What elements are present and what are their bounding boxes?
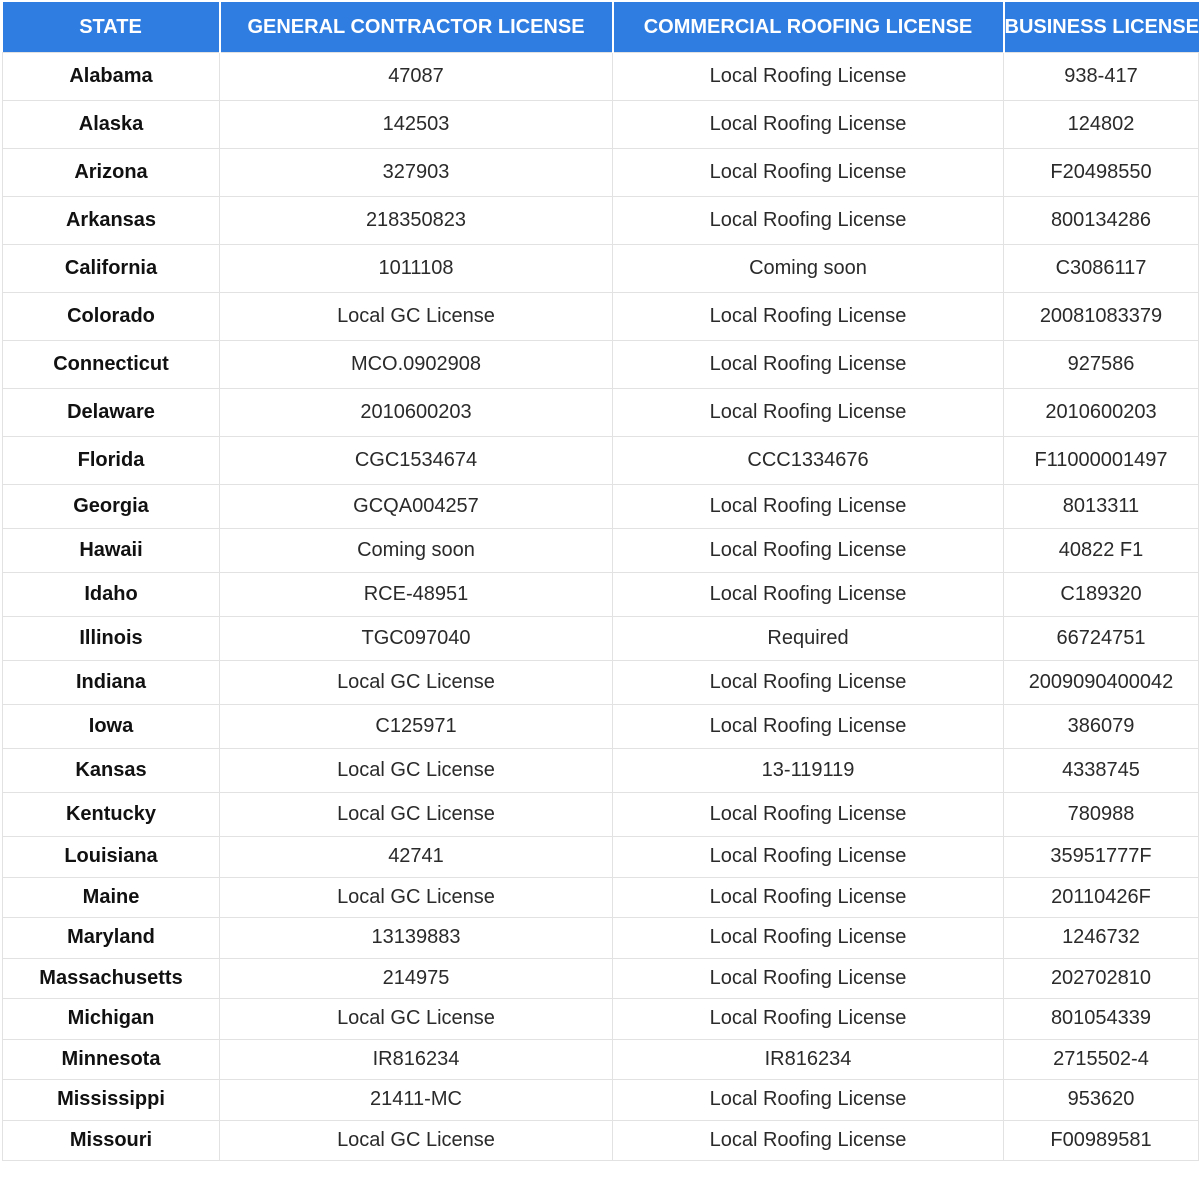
commercial-roofing-license-cell: Local Roofing License <box>613 293 1004 341</box>
general-contractor-license-cell: 42741 <box>220 837 613 878</box>
table-row <box>3 837 1199 878</box>
business-license-cell: 202702810 <box>1004 958 1199 999</box>
commercial-roofing-license-cell: 13-119119 <box>613 749 1004 793</box>
general-contractor-license-cell: 21411-MC <box>220 1080 613 1121</box>
table-row <box>3 793 1199 837</box>
general-contractor-license-cell: Coming soon <box>220 529 613 573</box>
commercial-roofing-license-cell: Coming soon <box>613 245 1004 293</box>
business-license-cell: 4338745 <box>1004 749 1199 793</box>
general-contractor-license-cell: GCQA004257 <box>220 485 613 529</box>
commercial-roofing-license-cell: Local Roofing License <box>613 793 1004 837</box>
commercial-roofing-license-cell: Local Roofing License <box>613 918 1004 959</box>
table-row <box>3 293 1199 341</box>
general-contractor-license-cell: Local GC License <box>220 293 613 341</box>
commercial-roofing-license-cell: Required <box>613 617 1004 661</box>
header-general-contractor-license: GENERAL CONTRACTOR LICENSE <box>220 2 613 53</box>
table-row <box>3 999 1199 1040</box>
commercial-roofing-license-cell: Local Roofing License <box>613 837 1004 878</box>
license-table <box>2 2 1199 1161</box>
general-contractor-license-cell: Local GC License <box>220 999 613 1040</box>
license-table-container <box>2 2 1198 1161</box>
header-commercial-roofing-license: COMMERCIAL ROOFING LICENSE <box>613 2 1004 53</box>
business-license-cell: 35951777F <box>1004 837 1199 878</box>
general-contractor-license-cell: 47087 <box>220 53 613 101</box>
commercial-roofing-license-cell: Local Roofing License <box>613 101 1004 149</box>
commercial-roofing-license-cell: CCC1334676 <box>613 437 1004 485</box>
table-row <box>3 1080 1199 1121</box>
table-row <box>3 958 1199 999</box>
commercial-roofing-license-cell: Local Roofing License <box>613 958 1004 999</box>
general-contractor-license-cell: 13139883 <box>220 918 613 959</box>
table-body <box>3 53 1199 1161</box>
general-contractor-license-cell: Local GC License <box>220 661 613 705</box>
business-license-cell: 386079 <box>1004 705 1199 749</box>
table-row <box>3 1039 1199 1080</box>
commercial-roofing-license-cell: Local Roofing License <box>613 1080 1004 1121</box>
state-cell: Delaware <box>3 389 220 437</box>
business-license-cell: 124802 <box>1004 101 1199 149</box>
table-row <box>3 149 1199 197</box>
general-contractor-license-cell: RCE-48951 <box>220 573 613 617</box>
table-row <box>3 529 1199 573</box>
state-cell: Arkansas <box>3 197 220 245</box>
general-contractor-license-cell: 218350823 <box>220 197 613 245</box>
header-business-license: BUSINESS LICENSE <box>1004 2 1199 53</box>
table-row <box>3 341 1199 389</box>
state-cell: Illinois <box>3 617 220 661</box>
general-contractor-license-cell: Local GC License <box>220 877 613 918</box>
state-cell: Minnesota <box>3 1039 220 1080</box>
table-row <box>3 877 1199 918</box>
commercial-roofing-license-cell: Local Roofing License <box>613 529 1004 573</box>
business-license-cell: 800134286 <box>1004 197 1199 245</box>
state-cell: Indiana <box>3 661 220 705</box>
business-license-cell: 2715502-4 <box>1004 1039 1199 1080</box>
state-cell: Alaska <box>3 101 220 149</box>
state-cell: Massachusetts <box>3 958 220 999</box>
business-license-cell: 66724751 <box>1004 617 1199 661</box>
table-row <box>3 1120 1199 1161</box>
general-contractor-license-cell: CGC1534674 <box>220 437 613 485</box>
general-contractor-license-cell: 1011108 <box>220 245 613 293</box>
general-contractor-license-cell: 214975 <box>220 958 613 999</box>
general-contractor-license-cell: C125971 <box>220 705 613 749</box>
table-row <box>3 197 1199 245</box>
business-license-cell: 2010600203 <box>1004 389 1199 437</box>
general-contractor-license-cell: Local GC License <box>220 793 613 837</box>
commercial-roofing-license-cell: Local Roofing License <box>613 197 1004 245</box>
table-row <box>3 918 1199 959</box>
commercial-roofing-license-cell: Local Roofing License <box>613 1120 1004 1161</box>
state-cell: Colorado <box>3 293 220 341</box>
state-cell: Georgia <box>3 485 220 529</box>
header-state: STATE <box>3 2 220 53</box>
commercial-roofing-license-cell: IR816234 <box>613 1039 1004 1080</box>
state-cell: Idaho <box>3 573 220 617</box>
table-row <box>3 705 1199 749</box>
state-cell: Connecticut <box>3 341 220 389</box>
general-contractor-license-cell: Local GC License <box>220 1120 613 1161</box>
commercial-roofing-license-cell: Local Roofing License <box>613 999 1004 1040</box>
state-cell: Michigan <box>3 999 220 1040</box>
general-contractor-license-cell: 2010600203 <box>220 389 613 437</box>
table-header <box>3 2 1199 53</box>
business-license-cell: 20110426F <box>1004 877 1199 918</box>
commercial-roofing-license-cell: Local Roofing License <box>613 389 1004 437</box>
state-cell: Kentucky <box>3 793 220 837</box>
table-row <box>3 437 1199 485</box>
table-row <box>3 245 1199 293</box>
general-contractor-license-cell: 142503 <box>220 101 613 149</box>
business-license-cell: 2009090400042 <box>1004 661 1199 705</box>
table-row <box>3 53 1199 101</box>
table-row <box>3 617 1199 661</box>
state-cell: Iowa <box>3 705 220 749</box>
commercial-roofing-license-cell: Local Roofing License <box>613 485 1004 529</box>
business-license-cell: 927586 <box>1004 341 1199 389</box>
business-license-cell: C189320 <box>1004 573 1199 617</box>
business-license-cell: 938-417 <box>1004 53 1199 101</box>
state-cell: Arizona <box>3 149 220 197</box>
state-cell: California <box>3 245 220 293</box>
general-contractor-license-cell: Local GC License <box>220 749 613 793</box>
business-license-cell: 780988 <box>1004 793 1199 837</box>
general-contractor-license-cell: IR816234 <box>220 1039 613 1080</box>
business-license-cell: 8013311 <box>1004 485 1199 529</box>
state-cell: Florida <box>3 437 220 485</box>
state-cell: Kansas <box>3 749 220 793</box>
header-row <box>3 2 1199 53</box>
state-cell: Hawaii <box>3 529 220 573</box>
business-license-cell: C3086117 <box>1004 245 1199 293</box>
table-row <box>3 101 1199 149</box>
business-license-cell: F20498550 <box>1004 149 1199 197</box>
commercial-roofing-license-cell: Local Roofing License <box>613 705 1004 749</box>
commercial-roofing-license-cell: Local Roofing License <box>613 877 1004 918</box>
table-row <box>3 749 1199 793</box>
general-contractor-license-cell: 327903 <box>220 149 613 197</box>
commercial-roofing-license-cell: Local Roofing License <box>613 573 1004 617</box>
state-cell: Maine <box>3 877 220 918</box>
general-contractor-license-cell: TGC097040 <box>220 617 613 661</box>
business-license-cell: 1246732 <box>1004 918 1199 959</box>
state-cell: Maryland <box>3 918 220 959</box>
table-row <box>3 661 1199 705</box>
state-cell: Missouri <box>3 1120 220 1161</box>
table-row <box>3 573 1199 617</box>
business-license-cell: F11000001497 <box>1004 437 1199 485</box>
commercial-roofing-license-cell: Local Roofing License <box>613 149 1004 197</box>
business-license-cell: 953620 <box>1004 1080 1199 1121</box>
business-license-cell: 20081083379 <box>1004 293 1199 341</box>
state-cell: Alabama <box>3 53 220 101</box>
commercial-roofing-license-cell: Local Roofing License <box>613 661 1004 705</box>
business-license-cell: F00989581 <box>1004 1120 1199 1161</box>
commercial-roofing-license-cell: Local Roofing License <box>613 341 1004 389</box>
business-license-cell: 40822 F1 <box>1004 529 1199 573</box>
commercial-roofing-license-cell: Local Roofing License <box>613 53 1004 101</box>
state-cell: Mississippi <box>3 1080 220 1121</box>
table-row <box>3 389 1199 437</box>
general-contractor-license-cell: MCO.0902908 <box>220 341 613 389</box>
table-row <box>3 485 1199 529</box>
state-cell: Louisiana <box>3 837 220 878</box>
business-license-cell: 801054339 <box>1004 999 1199 1040</box>
